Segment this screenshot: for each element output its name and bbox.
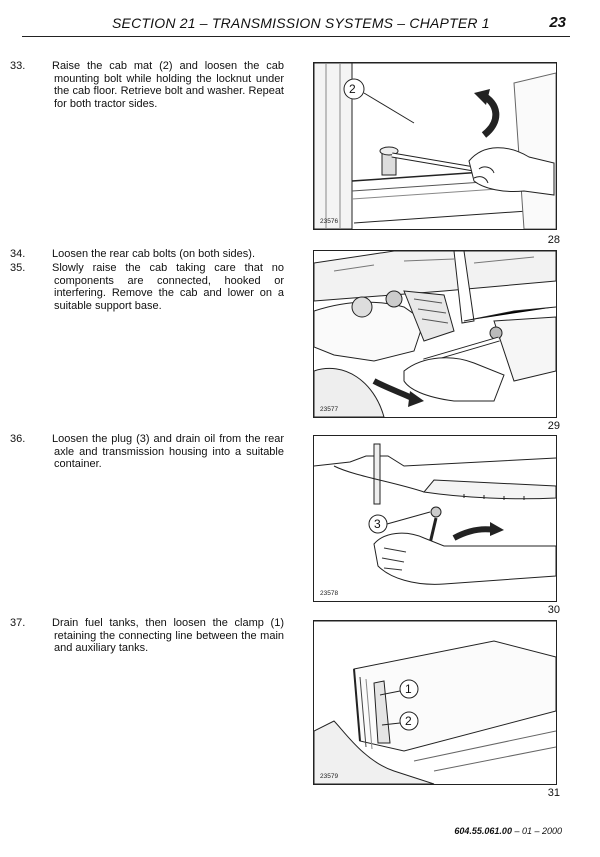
- step-text: Loosen the rear cab bolts (on both sides).: [52, 248, 256, 260]
- callout-1: 1: [405, 682, 412, 696]
- figure-id: 23577: [320, 406, 339, 413]
- step-number: 33.: [10, 60, 26, 72]
- callout-2: 2: [349, 82, 356, 96]
- step-35: [10, 262, 284, 312]
- callout-3: 3: [374, 517, 381, 531]
- page-header: [22, 14, 570, 37]
- figure-number-30: 30: [547, 604, 560, 616]
- document-code: 604.55.061.00: [454, 826, 512, 836]
- callout-2: 2: [405, 714, 412, 728]
- page-footer: [454, 826, 562, 836]
- step-number: 34.: [10, 248, 26, 260]
- drain-plug-illustration: [314, 436, 556, 601]
- figure-30: [313, 435, 557, 602]
- figure-29: [313, 250, 557, 418]
- figure-id: 23579: [320, 773, 339, 780]
- step-number: 37.: [10, 617, 26, 629]
- step-36: [10, 433, 284, 471]
- step-33: [10, 60, 284, 110]
- figure-28: [313, 62, 557, 230]
- step-number: 35.: [10, 262, 26, 274]
- figure-id: 23576: [320, 218, 339, 225]
- section-title: SECTION 21 – TRANSMISSION SYSTEMS – CHAPTER 1: [112, 15, 490, 31]
- figure-number-28: 28: [547, 234, 560, 246]
- page-number: 23: [549, 14, 566, 31]
- figure-id: 23578: [320, 590, 339, 597]
- figure-number-31: 31: [547, 787, 560, 799]
- rear-cab-bolt-illustration: [314, 251, 556, 417]
- fuel-line-clamp-illustration: [314, 621, 556, 784]
- step-number: 36.: [10, 433, 26, 445]
- step-text: Drain fuel tanks, then loosen the clamp (1) retaining the connecting line between the main and auxiliary tanks.: [52, 617, 284, 654]
- step-text: Slowly raise the cab taking care that no components are connected, hooked or interfering. Remove the cab and lower on a suitable support base.: [52, 262, 284, 312]
- figure-31: [313, 620, 557, 785]
- step-34: [10, 248, 284, 261]
- document-date: – 01 – 2000: [511, 826, 562, 836]
- figure-number-29: 29: [547, 420, 560, 432]
- step-text: Loosen the plug (3) and drain oil from the rear axle and transmission housing into a suitable container.: [52, 433, 284, 470]
- step-37: [10, 617, 284, 655]
- step-text: Raise the cab mat (2) and loosen the cab mounting bolt while holding the locknut under the cab floor. Retrieve bolt and washer. Repeat for both tractor sides.: [52, 60, 284, 110]
